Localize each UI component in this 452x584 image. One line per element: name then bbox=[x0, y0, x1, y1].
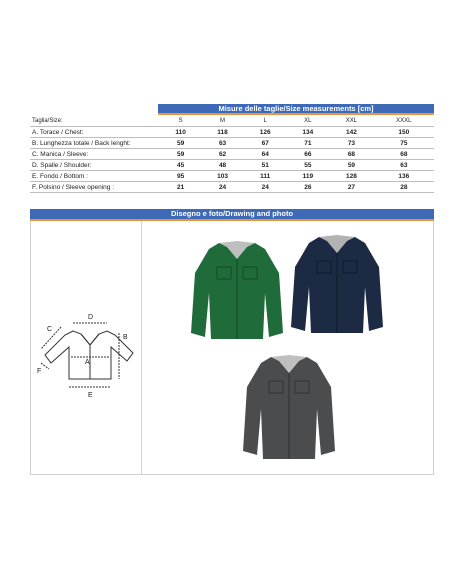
jacket-outline bbox=[45, 331, 133, 379]
size-col-header: L bbox=[244, 116, 287, 127]
measurement-value: 67 bbox=[244, 138, 287, 149]
measurement-value: 150 bbox=[374, 127, 434, 138]
jacket-collar bbox=[81, 334, 99, 345]
measurement-value: 63 bbox=[374, 160, 434, 171]
measurement-value: 45 bbox=[160, 160, 201, 171]
size-table-title: Misure delle taglie/Size measurements [cm] bbox=[158, 104, 434, 113]
measurement-value: 66 bbox=[287, 149, 330, 160]
measurement-value: 71 bbox=[287, 138, 330, 149]
size-table bbox=[30, 116, 434, 193]
measurement-diagram bbox=[35, 307, 139, 407]
measurement-value: 27 bbox=[329, 182, 374, 193]
measurement-value: 111 bbox=[244, 171, 287, 182]
size-col-header: XXL bbox=[329, 116, 374, 127]
measurement-value: 62 bbox=[201, 149, 244, 160]
measurement-value: 59 bbox=[160, 138, 201, 149]
measurement-value: 26 bbox=[287, 182, 330, 193]
measurement-value: 21 bbox=[160, 182, 201, 193]
measurement-label: C. Manica / Sleeve: bbox=[30, 149, 160, 160]
measurement-value: 68 bbox=[374, 149, 434, 160]
measurement-value: 142 bbox=[329, 127, 374, 138]
measurement-value: 75 bbox=[374, 138, 434, 149]
measurement-value: 28 bbox=[374, 182, 434, 193]
measurement-label: E. Fondo / Bottom : bbox=[30, 171, 160, 182]
measurement-label: B. Lunghezza totale / Back lenght: bbox=[30, 138, 160, 149]
photo-grey-jacket bbox=[241, 347, 337, 463]
measurement-label: F. Polsino / Sleeve opening : bbox=[30, 182, 160, 193]
drawing-section bbox=[30, 209, 434, 475]
measure-f-line bbox=[41, 363, 49, 369]
measurement-value: 95 bbox=[160, 171, 201, 182]
size-row bbox=[30, 160, 434, 171]
letter-c: C bbox=[47, 326, 53, 333]
size-header-row bbox=[30, 116, 434, 127]
size-measurements-section bbox=[30, 104, 434, 193]
measurement-value: 103 bbox=[201, 171, 244, 182]
measurement-value: 134 bbox=[287, 127, 330, 138]
letter-f: F bbox=[37, 368, 42, 375]
size-row bbox=[30, 138, 434, 149]
size-col-header: M bbox=[201, 116, 244, 127]
measurement-value: 126 bbox=[244, 127, 287, 138]
measurement-label: D. Spalle / Shoulder: bbox=[30, 160, 160, 171]
drawing-title: Disegno e foto/Drawing and photo bbox=[30, 209, 434, 219]
measurement-value: 118 bbox=[201, 127, 244, 138]
measurement-value: 59 bbox=[329, 160, 374, 171]
measurement-value: 24 bbox=[201, 182, 244, 193]
drawing-panels bbox=[30, 221, 434, 475]
measurement-value: 119 bbox=[287, 171, 330, 182]
measurement-value: 59 bbox=[160, 149, 201, 160]
measurement-value: 73 bbox=[329, 138, 374, 149]
size-row bbox=[30, 182, 434, 193]
size-row bbox=[30, 149, 434, 160]
size-row bbox=[30, 171, 434, 182]
photo-green-jacket bbox=[189, 233, 285, 343]
size-col-header: XL bbox=[287, 116, 330, 127]
measurement-label: A. Torace / Chest: bbox=[30, 127, 160, 138]
measurement-value: 128 bbox=[329, 171, 374, 182]
size-header-label: Taglia/Size: bbox=[30, 116, 160, 127]
measurement-value: 55 bbox=[287, 160, 330, 171]
letter-d: D bbox=[88, 314, 94, 321]
letter-e: E bbox=[88, 392, 93, 399]
letter-b: B bbox=[123, 334, 128, 341]
measurement-value: 68 bbox=[329, 149, 374, 160]
measurement-value: 63 bbox=[201, 138, 244, 149]
measurement-value: 24 bbox=[244, 182, 287, 193]
panel-divider bbox=[141, 221, 142, 474]
size-col-header: S bbox=[160, 116, 201, 127]
size-col-header: XXXL bbox=[374, 116, 434, 127]
measurement-value: 64 bbox=[244, 149, 287, 160]
measurement-value: 136 bbox=[374, 171, 434, 182]
measurement-value: 51 bbox=[244, 160, 287, 171]
letter-a: A bbox=[85, 359, 90, 366]
measurement-value: 48 bbox=[201, 160, 244, 171]
measurement-value: 110 bbox=[160, 127, 201, 138]
photo-navy-jacket bbox=[289, 227, 385, 337]
size-row bbox=[30, 127, 434, 138]
